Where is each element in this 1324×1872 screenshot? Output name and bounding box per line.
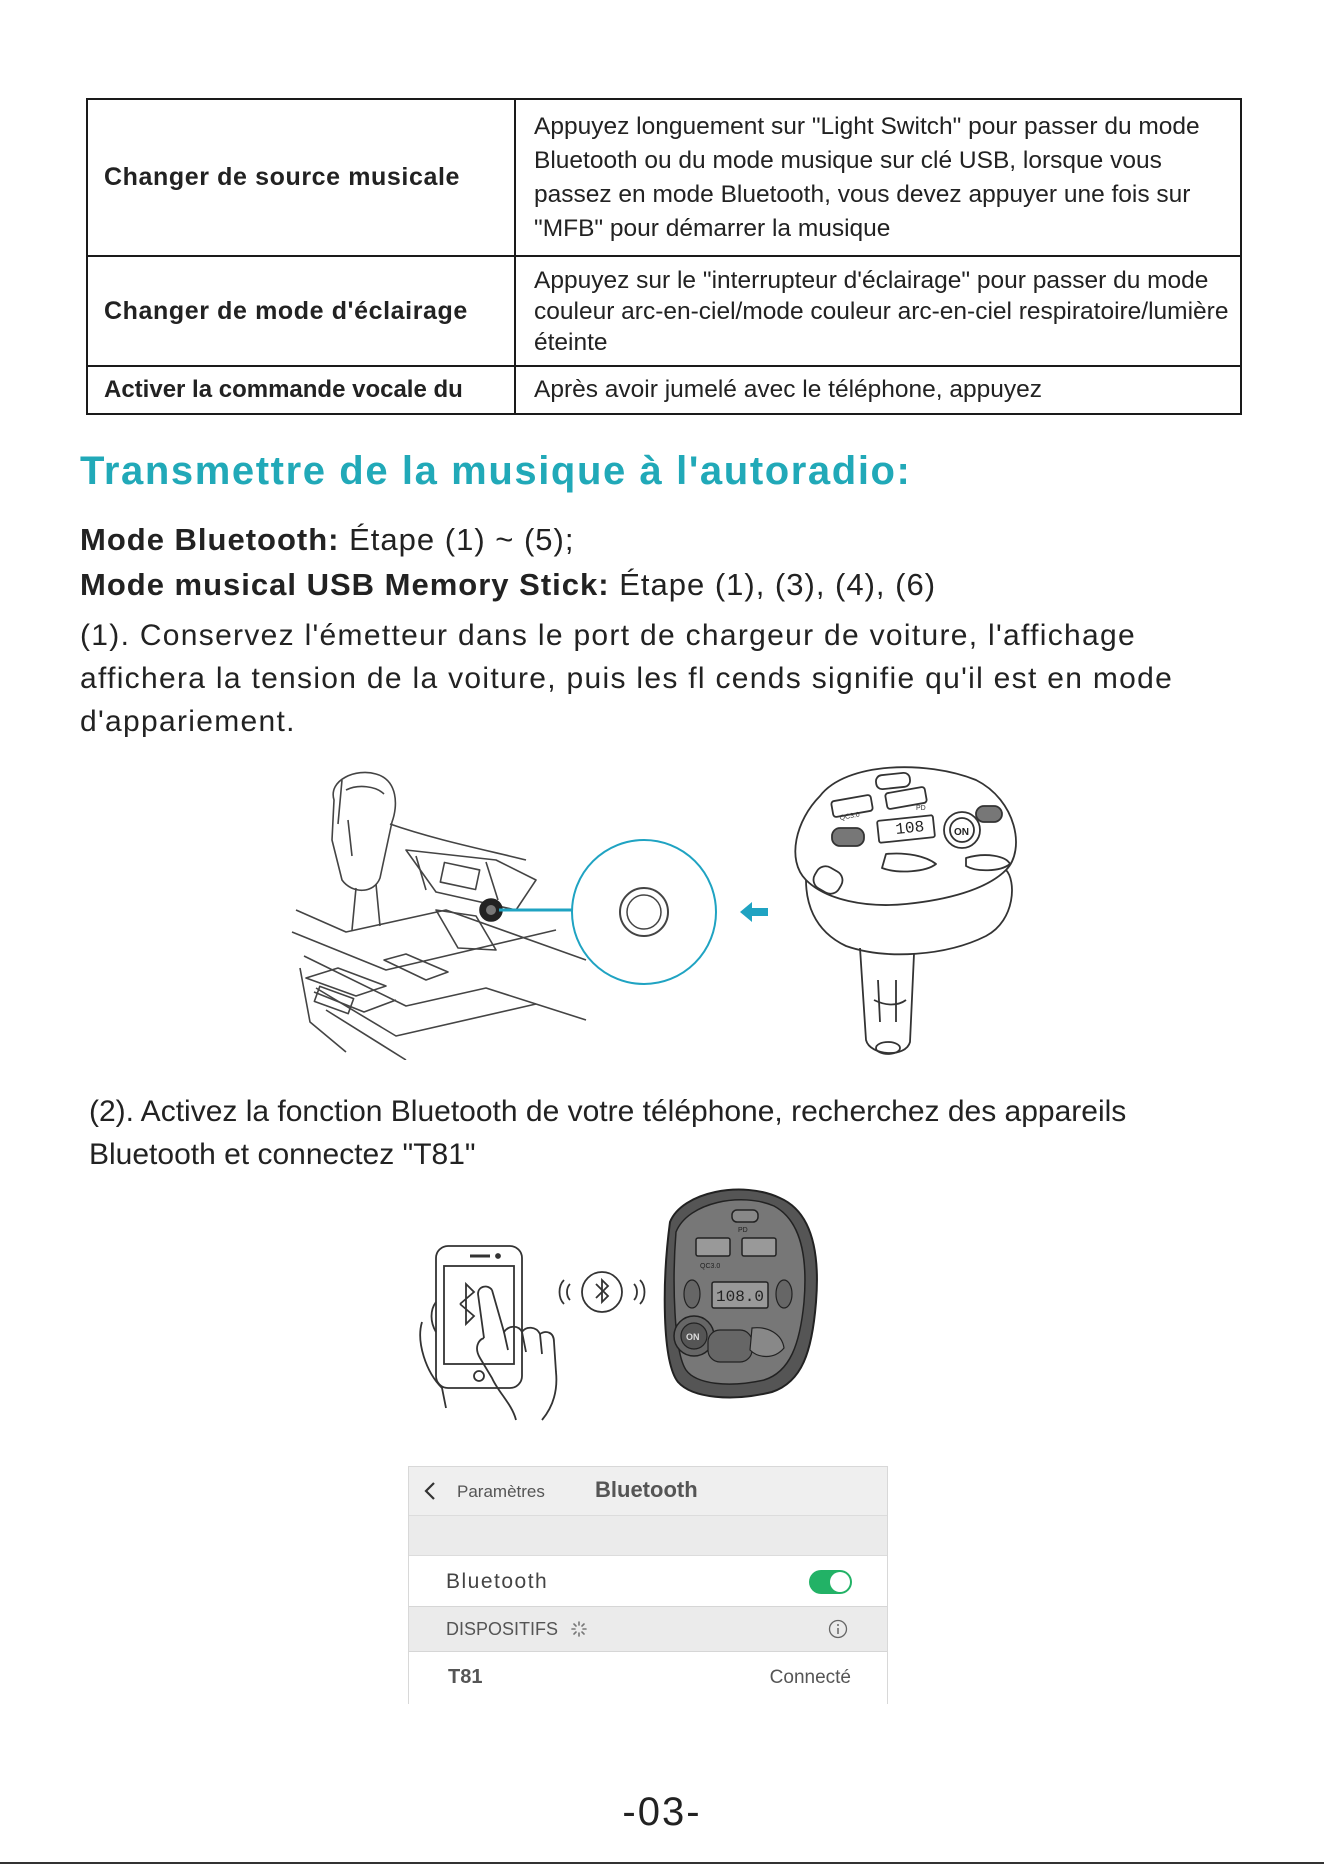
screen-title: Bluetooth <box>595 1477 698 1502</box>
mode-bluetooth-line <box>80 522 574 558</box>
phone-pairing-illustration <box>412 1182 882 1442</box>
pd-port-label: PD <box>916 805 926 812</box>
device-name: T81 <box>448 1666 483 1688</box>
device-status: Connecté <box>769 1667 851 1688</box>
car-charger-plug-illustration <box>286 760 1046 1060</box>
loading-spinner-icon <box>571 1621 587 1637</box>
function-name: Changer de source musicale <box>87 99 515 256</box>
qc-port-label: QC3.0 <box>700 1263 721 1270</box>
mode-bluetooth-steps: Étape (1) ~ (5); <box>339 522 575 557</box>
function-description: Appuyez sur le "interrupteur d'éclairage" pour passer du mode couleur arc-en-ciel/mode couleur arc-en-ciel respiratoire/lumière éteinte <box>515 256 1241 366</box>
mode-usb-steps: Étape (1), (3), (4), (6) <box>609 567 937 602</box>
bluetooth-signal-icon <box>560 1272 645 1312</box>
device-display-readout: 108.0 <box>716 1288 765 1306</box>
function-name: Changer de mode d'éclairage <box>87 256 515 366</box>
chevron-left-icon[interactable] <box>423 1481 439 1501</box>
bluetooth-toggle-row[interactable] <box>409 1556 887 1606</box>
device-row-t81[interactable] <box>409 1652 887 1704</box>
function-table <box>86 98 1242 415</box>
toggle-knob <box>830 1572 850 1592</box>
devices-label: DISPOSITIFS <box>446 1619 559 1639</box>
bluetooth-settings-header <box>409 1467 887 1515</box>
bluetooth-settings-screen <box>408 1466 888 1704</box>
table-row <box>87 366 1241 414</box>
mode-bluetooth-label: Mode Bluetooth: <box>80 522 340 557</box>
on-button-label: ON <box>954 827 969 838</box>
usb-port-label: QC3.0 <box>839 811 861 822</box>
pd-port-label: PD <box>738 1227 748 1234</box>
bluetooth-toggle-label: Bluetooth <box>446 1570 549 1593</box>
car-charger-device-drawing <box>795 767 1016 1054</box>
function-name: Activer la commande vocale du <box>87 366 515 414</box>
phone-drawing <box>420 1246 556 1420</box>
step-2-text: (2). Activez la fonction Bluetooth de votre téléphone, recherchez des appareils Bluetooth et connectez "T81" <box>89 1095 1127 1171</box>
back-button[interactable]: Paramètres <box>457 1482 545 1501</box>
display-readout: 108 <box>894 818 926 839</box>
on-button-label: ON <box>686 1332 700 1342</box>
info-icon[interactable] <box>828 1619 848 1639</box>
bottom-divider <box>0 1862 1324 1864</box>
devices-section-header <box>409 1606 887 1652</box>
table-row <box>87 256 1241 366</box>
mode-usb-label: Mode musical USB Memory Stick: <box>80 567 610 602</box>
gear-shift-console-drawing <box>292 772 586 1060</box>
page-number: -03- <box>622 1790 702 1834</box>
mode-usb-line <box>80 567 936 603</box>
function-description: Appuyez longuement sur "Light Switch" pour passer du mode Bluetooth ou du mode musique sur clé USB, lorsque vous passez en mode Bluetooth, vous devez appuyer une fois sur "MFB" pour démarrer la musique <box>515 99 1241 256</box>
table-row <box>87 99 1241 256</box>
bluetooth-toggle-switch[interactable] <box>809 1570 852 1594</box>
function-description: Après avoir jumelé avec le téléphone, appuyez <box>515 366 1241 414</box>
insert-arrow-icon <box>740 902 768 922</box>
section-spacer <box>409 1515 887 1556</box>
step-1-text: (1). Conservez l'émetteur dans le port de chargeur de voiture, l'affichage affichera la tension de la voiture, puis les fl cends signifie qu'il est en mode d'appariement. <box>80 619 1174 738</box>
section-title: Transmettre de la musique à l'autoradio: <box>80 449 912 493</box>
magnifier-circle <box>572 840 716 984</box>
